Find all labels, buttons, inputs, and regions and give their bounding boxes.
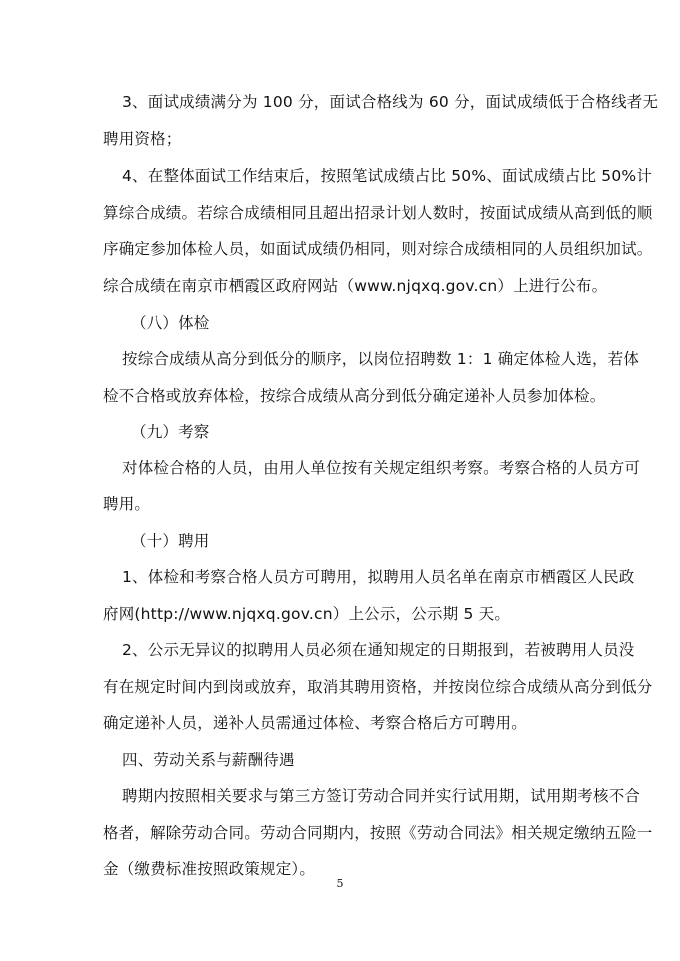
section-heading: （八）体检 <box>131 314 210 332</box>
paragraph-line: 对体检合格的人员，由用人单位按有关规定组织考察。考察合格的人员方可 <box>122 459 641 477</box>
paragraph-line: 检不合格或放弃体检，按综合成绩从高分到低分确定递补人员参加体检。 <box>103 387 606 405</box>
paragraph-line: 序确定参加体检人员，如面试成绩仍相同，则对综合成绩相同的人员组织加试。 <box>103 240 653 258</box>
paragraph-line: 确定递补人员，递补人员需通过体检、考察合格后方可聘用。 <box>103 714 527 732</box>
paragraph-line: 综合成绩在南京市栖霞区政府网站（www.njqxq.gov.cn）上进行公布。 <box>103 277 608 295</box>
paragraph-line: 有在规定时间内到岗或放弃，取消其聘用资格，并按岗位综合成绩从高分到低分 <box>103 678 653 696</box>
paragraph-line: 格者，解除劳动合同。劳动合同期内，按照《劳动合同法》相关规定缴纳五险一 <box>103 824 653 842</box>
paragraph-line: 4、在整体面试工作结束后，按照笔试成绩占比 50%、面试成绩占比 50%计 <box>122 167 653 185</box>
page-number: 5 <box>336 877 344 890</box>
paragraph-line: 1、体检和考察合格人员方可聘用，拟聘用人员名单在南京市栖霞区人民政 <box>122 568 635 586</box>
paragraph-line: 聘用。 <box>103 495 151 513</box>
paragraph-line: 算综合成绩。若综合成绩相同且超出招录计划人数时，按面试成绩从高到低的顺 <box>103 204 653 222</box>
paragraph-line: 2、公示无异议的拟聘用人员必须在通知规定的日期报到，若被聘用人员没 <box>122 641 635 659</box>
paragraph-line: 金（缴费标准按照政策规定）。 <box>103 860 316 878</box>
section-heading: （九）考察 <box>131 423 210 441</box>
paragraph-line: 聘期内按照相关要求与第三方签订劳动合同并实行试用期，试用期考核不合 <box>122 787 641 805</box>
paragraph-line: 3、面试成绩满分为 100 分，面试合格线为 60 分，面试成绩低于合格线者无 <box>122 93 659 111</box>
paragraph-line: 按综合成绩从高分到低分的顺序，以岗位招聘数 1：1 确定体检人选，若体 <box>122 350 640 368</box>
paragraph-line: 府网(http://www.njqxq.gov.cn）上公示，公示期 5 天。 <box>103 605 511 623</box>
section-heading: 四、劳动关系与薪酬待遇 <box>122 751 295 769</box>
section-heading: （十）聘用 <box>131 532 210 550</box>
paragraph-line: 聘用资格； <box>103 130 182 148</box>
